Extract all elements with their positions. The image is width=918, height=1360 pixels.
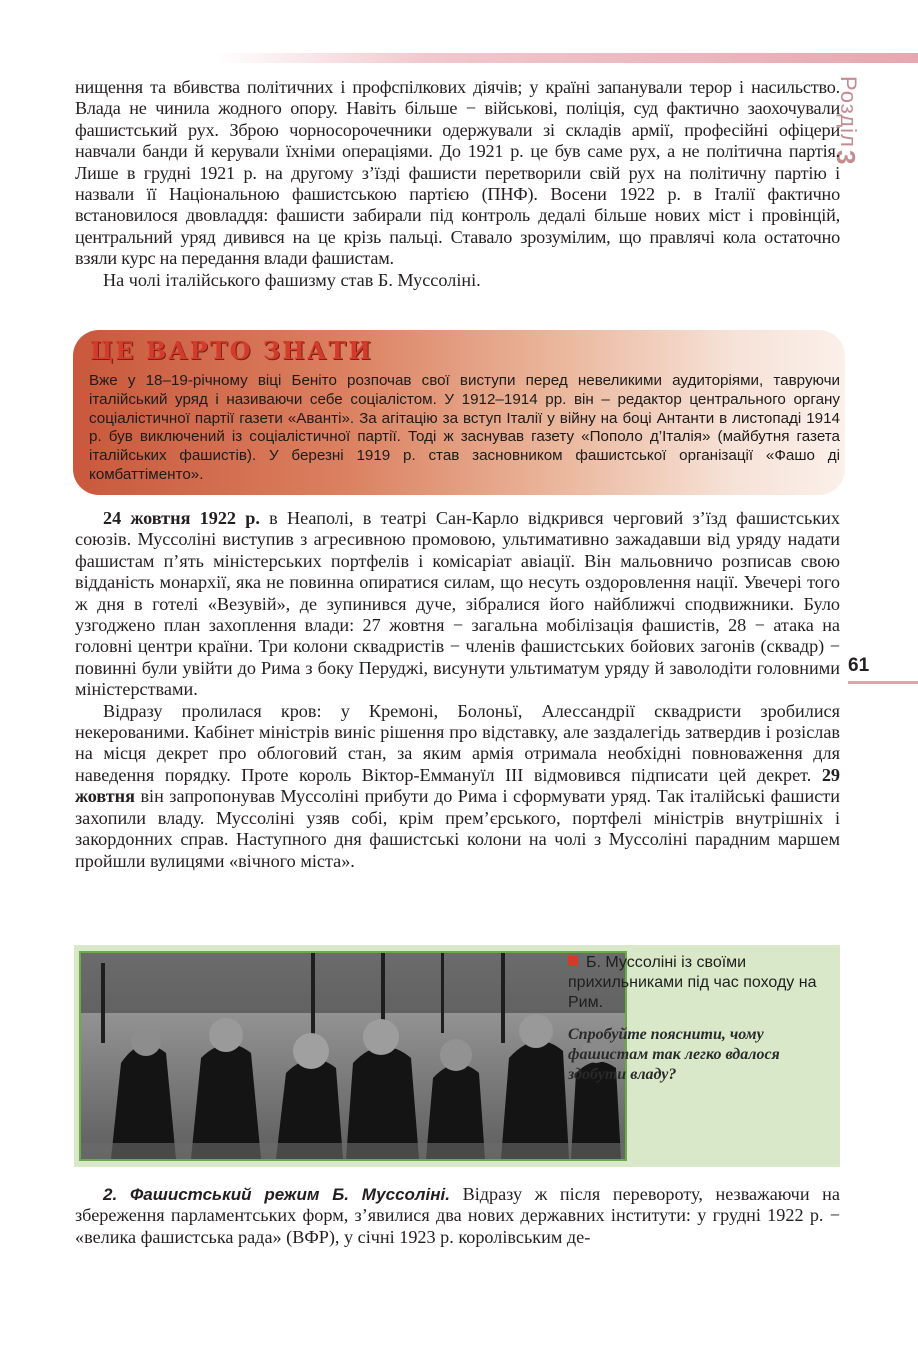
paragraph-2: На чолі італійського фашизму став Б. Муссоліні. bbox=[103, 269, 481, 290]
figure-panel bbox=[74, 945, 840, 1167]
intro-text-block bbox=[75, 77, 840, 291]
figure-question: Спробуйте пояснити, чому фашистам так легко вдалося здобути владу? bbox=[568, 1026, 780, 1083]
figure-caption bbox=[568, 953, 832, 1013]
info-box-title: ЦЕ ВАРТО ЗНАТИ bbox=[90, 336, 373, 365]
chapter-tab bbox=[831, 70, 877, 190]
section-heading: 2. Фашистський режим Б. Муссоліні. bbox=[103, 1185, 450, 1204]
info-box-text: Вже у 18–19-річному віці Беніто розпочав свої виступи перед невеликими аудиторіями, тавруючи італійський уряд і називаючи себе соціалістом. У 1912–1914 рр. він – редактор центрального органу соціалістичної партії газети «Аванті». За агітацію за вступ Італії у війну на боці Антанти в листопаді 1914 р. був виключений із соціалістичної партії. Тоді ж заснував газету «Пополо д’Італія» (майбутня газета італійських фашистів). У березні 1919 р. став засновником фашистської організації «Фашо ді комбаттіменто». bbox=[89, 372, 840, 483]
paragraph-3-text: в Неаполі, в театрі Сан-Карло відкрився черговий з’їзд фашистських союзів. Муссоліні виступив з агресивною промовою, ультимативно зажадавши від уряду надати фашистам п’ять міністерських портфелів і комісаріат авіації. Він мальовничо розписав свою відданість монархії, яка не повинна опиратися силам, що несуть оздоровлення нації. Увечері того ж дня в готелі «Везувій», де зупинився дуче, зібралися його найближчі сподвижники. Було узгоджено план захоплення влади: 27 жовтня − загальна мобілізація фашистів, 28 − атака на головні центри країни. Три колони сквадристів − членів фашистських бойових загонів (сквадр) − повинні були увійти до Рима з боку Перуджі, висунути ультиматум уряду й заволодіти головними міністерствами. bbox=[75, 508, 840, 700]
chapter-number: 3 bbox=[831, 150, 861, 165]
chapter-label: Розділ bbox=[836, 76, 861, 148]
date-highlight: 29 жовтня bbox=[75, 764, 840, 807]
section-2-block bbox=[75, 1184, 840, 1248]
historical-photo bbox=[79, 951, 627, 1161]
page-number-rule bbox=[848, 681, 918, 684]
paragraph-3 bbox=[75, 508, 840, 701]
bullet-square-icon bbox=[568, 956, 578, 966]
paragraph-4-text-b: він запропонував Муссоліні прибути до Рима і сформувати уряд. Так італійські фашисти захопили владу. Муссоліні узяв собі, крім прем’єрського, портфелі міністрів внутрішніх і закордонних справ. Наступного дня фашистські колони на чолі з Муссоліні парадним маршем пройшли вулицями «вічного міста». bbox=[75, 786, 840, 871]
top-decorative-bar bbox=[215, 53, 918, 63]
info-box bbox=[73, 330, 845, 495]
page-number: 61 bbox=[848, 655, 870, 676]
paragraph-4-text-a: Відразу пролилася кров: у Кремоні, Болоньї, Алессандрії сквадристи зробилися некерованими. Кабінет міністрів виніс рішення про відставку, але заздалегідь затвердив і розіслав на місця декрет про облоговий стан, за яким армія отримала необхідні повноваження для наведення порядку. Проте король Віктор-Еммануїл ІІІ відмовився підписати цей декрет. bbox=[75, 700, 840, 785]
paragraph-4 bbox=[75, 701, 840, 872]
paragraph-1: нищення та вбивства політичних і профспілкових діячів; у країні запанували терор і насильство. Влада не чинила жодного опору. Навіть більше − військові, поліція, суд фактично заохочували фашистський рух. Зброю чорносорочечники одержували зі складів армії, професійні офіцери навчали банди й керували їхніми операціями. До 1921 р. це був саме рух, а не політична партія. Лише в грудні 1921 р. на другому з’їзді фашисти перетворили свій рух на політичну партію і назвали її Національною фашистською партією (ПНФ). Восени 1922 р. в Італії фактично встановилося двовладдя: фашисти забирали під контроль дедалі більше нових міст і провінцій, центральний уряд дивився на це крізь пальці. Ставало зрозумілим, що правлячі кола остаточно взяли курс на передання влади фашистам. bbox=[75, 77, 840, 269]
main-text-block bbox=[75, 508, 840, 872]
date-highlight: 24 жовтня 1922 р. bbox=[103, 508, 260, 528]
figure-caption-text: Б. Муссоліні із своїми прихильниками під час походу на Рим. bbox=[568, 954, 817, 1011]
section-2-text: Відразу ж після перевороту, незважаючи на збереження парламентських форм, з’явилися два нових державних інститути: у грудні 1922 р. − «велика фашистська рада» (ВФР), у січні 1923 р. королівським де- bbox=[75, 1184, 840, 1247]
paragraph-5 bbox=[75, 1184, 840, 1248]
